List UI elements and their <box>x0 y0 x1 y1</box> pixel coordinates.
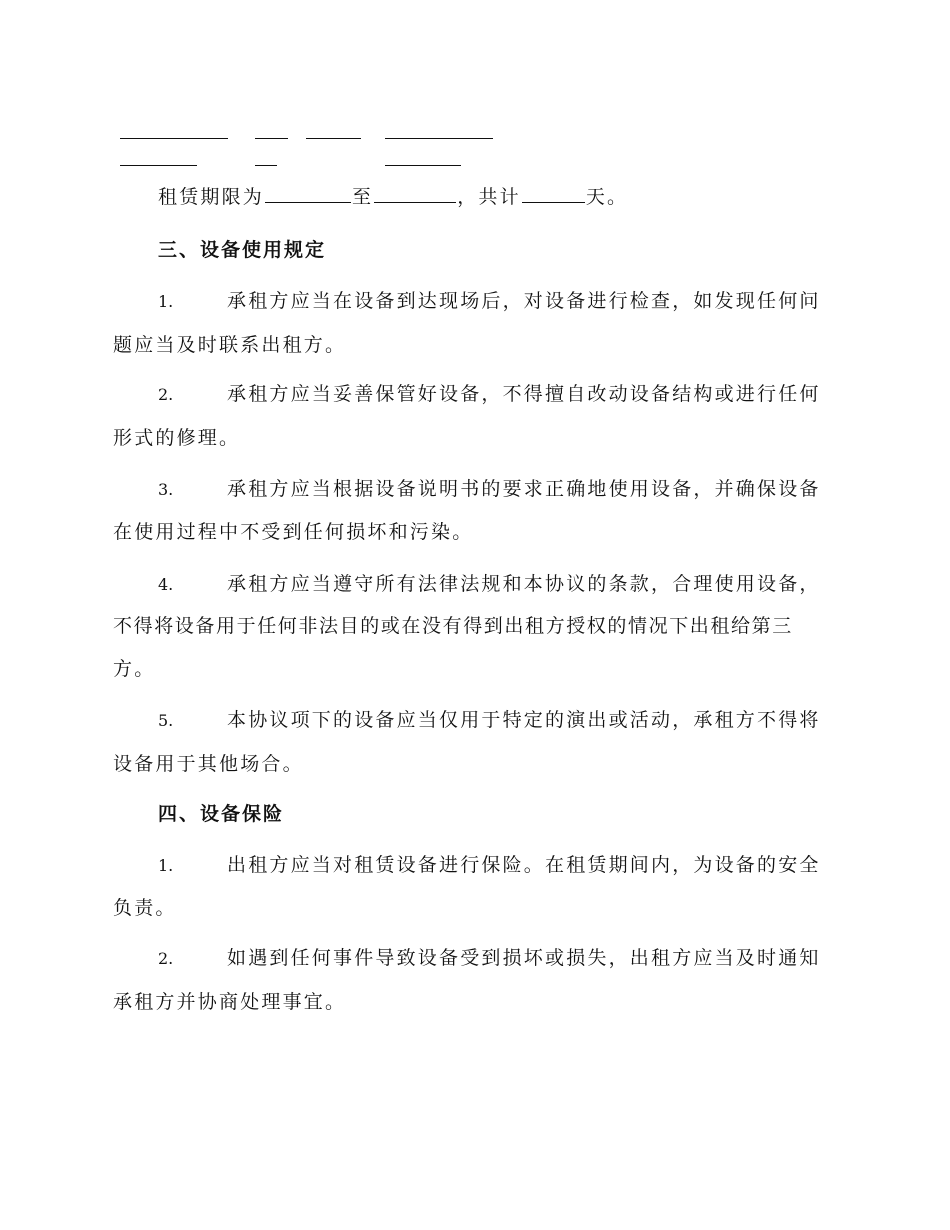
item-text-line: 承租方并协商处理事宜。 <box>113 991 347 1013</box>
item-number: 4. <box>158 575 174 594</box>
item-number: 5. <box>158 711 174 730</box>
item-text-line: 在使用过程中不受到任何损坏和污染。 <box>113 521 474 543</box>
item-number: 1. <box>158 856 174 875</box>
item-text-line: 承租方应当根据设备说明书的要求正确地使用设备，并确保设备 <box>227 478 821 500</box>
rental-period-prefix: 租赁期限为 <box>158 186 265 208</box>
item-text-line: 承租方应当遵守所有法律法规和本协议的条款，合理使用设备， <box>227 573 821 595</box>
blank-line <box>385 138 493 139</box>
item-number: 2. <box>158 385 174 404</box>
item-text-line: 承租方应当在设备到达现场后，对设备进行检查，如发现任何问 <box>227 290 821 312</box>
blank-line <box>120 165 197 166</box>
item-number: 3. <box>158 480 174 499</box>
section-4-title: 四、设备保险 <box>158 803 285 825</box>
item-text-line: 题应当及时联系出租方。 <box>113 334 347 356</box>
item-number: 2. <box>158 949 174 968</box>
item-text-line: 方。 <box>113 658 156 680</box>
blank-line <box>385 165 461 166</box>
rental-period-total: ，共计 <box>457 186 521 208</box>
blank-line <box>120 138 228 139</box>
blank-line <box>255 138 288 139</box>
rental-period-line <box>158 188 628 207</box>
item-number: 1. <box>158 292 174 311</box>
rental-period-suffix: 天。 <box>585 186 629 208</box>
blank-line <box>306 138 361 139</box>
item-text-line: 本协议项下的设备应当仅用于特定的演出或活动，承租方不得将 <box>227 709 821 731</box>
item-text-line: 不得将设备用于任何非法目的或在没有得到出租方授权的情况下出租给第三 <box>113 615 793 637</box>
end-date-blank <box>374 201 456 203</box>
days-blank <box>522 201 585 203</box>
blank-line <box>255 165 277 166</box>
item-text-line: 设备用于其他场合。 <box>113 753 304 775</box>
item-text-line: 承租方应当妥善保管好设备，不得擅自改动设备结构或进行任何 <box>227 383 821 405</box>
section-3-title: 三、设备使用规定 <box>158 239 327 261</box>
item-text-line: 形式的修理。 <box>113 427 241 449</box>
item-text-line: 如遇到任何事件导致设备受到损坏或损失，出租方应当及时通知 <box>227 947 821 969</box>
item-text-line: 出租方应当对租赁设备进行保险。在租赁期间内，为设备的安全 <box>227 854 821 876</box>
rental-period-middle: 至 <box>352 186 374 208</box>
start-date-blank <box>265 201 351 203</box>
item-text-line: 负责。 <box>113 897 177 919</box>
